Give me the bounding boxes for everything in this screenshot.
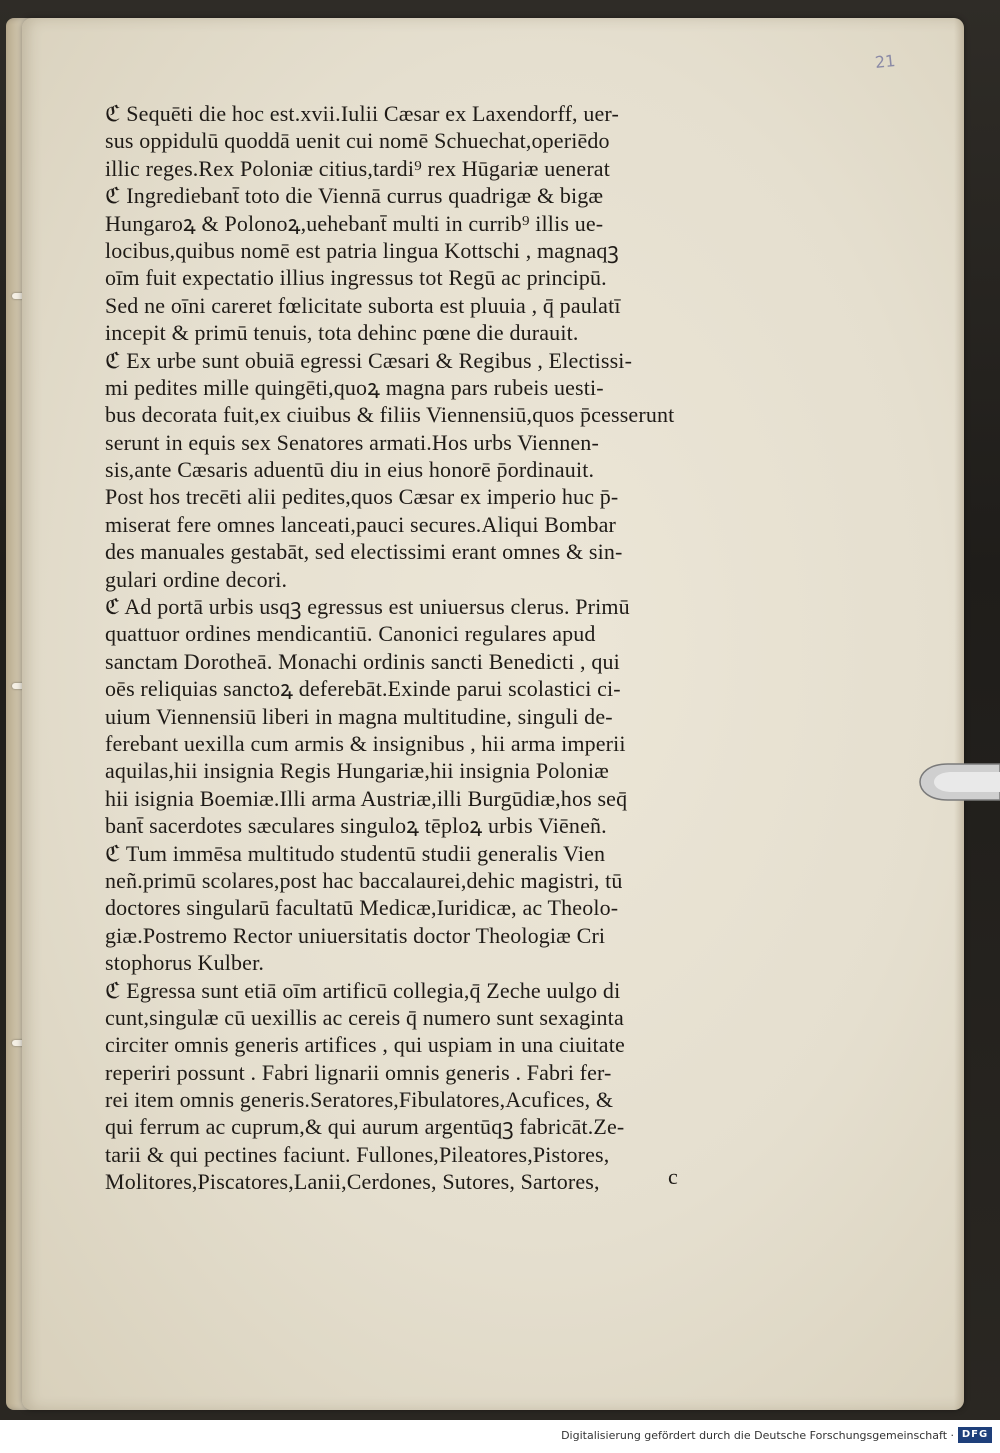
text-line: Post hos trecēti alii pedites,quos Cæsar ex imperio huc p̄- [105,484,619,510]
text-line: bant̄ sacerdotes sæculares singuloꝝ tēploꝝ urbis Viēneñ. [105,813,607,839]
text-line: sis,ante Cæsaris aduentū diu in eius honorē p̄ordinauit. [105,457,595,483]
text-line: bus decorata fuit,ex ciuibus & filiis Viennensiū,quos p̄cesserunt [105,402,675,428]
text-line: Sed ne oīni careret fœlicitate suborta est pluuia , q̄ paulatī [105,292,621,318]
page-text [105,100,775,1196]
text-line: Molitores,Piscatores,Lanii,Cerdones, Sutores, Sartores, [105,1169,600,1195]
text-line: gulari ordine decori. [105,566,288,592]
page-edge-shadow [954,18,964,1410]
text-line: neñ.primū scolares,post hac baccalaurei,dehic magistri, tū [105,867,623,893]
bookmark-clip-icon [918,760,1000,804]
text-line: sanctam Dorotheā. Monachi ordinis sancti Benedicti , qui [105,648,620,674]
dfg-logo: DFG [958,1427,992,1443]
text-line: oīm fuit expectatio illius ingressus tot Regū ac principū. [105,265,607,291]
text-line: serunt in equis sex Senatores armati.Hos urbs Viennen- [105,429,599,455]
catchword: c [668,1164,678,1189]
text-line: des manuales gestabāt, sed electissimi erant omnes & sin- [105,539,623,565]
text-line: qui ferrum ac cuprum,& qui aurum argentūqꝫ fabricāt.Ze- [105,1114,625,1140]
text-line: mi pedites mille quingēti,quoꝝ magna pars rubeis uesti- [105,374,604,400]
text-line: aquilas,hii insignia Regis Hungariæ,hii insignia Poloniæ [105,758,610,784]
text-line: locibus,quibus nomē est patria lingua Kottschi , magnaqꝫ [105,237,619,263]
text-line: Hungaroꝝ & Polonoꝝ,uehebant̄ multi in currib⁹ illis ue- [105,210,604,236]
text-line: quattuor ordines mendicantiū. Canonici regulares apud [105,621,596,647]
text-line: uium Viennensiū liberi in magna multitudine, singuli de- [105,703,613,729]
text-line: circiter omnis generis artifices , qui uspiam in una ciuitate [105,1032,625,1058]
text-line: illic reges.Rex Poloniæ citius,tardi⁹ rex Hūgariæ uenerat [105,155,610,181]
text-line: oēs reliquias sanctoꝝ deferebāt.Exinde parui scolastici ci- [105,676,621,702]
text-line: tarii & qui pectines faciunt. Fullones,Pileatores,Pistores, [105,1141,610,1167]
text-line: doctores singularū facultatū Medicæ,Iuridicæ, ac Theolo- [105,895,619,921]
text-line: rei item omnis generis.Seratores,Fibulatores,Acufices, & [105,1087,614,1113]
text-line: ℭ Sequēti die hoc est.xvii.Iulii Cæsar ex Laxendorff, uer- [105,101,619,126]
text-line: stophorus Kulber. [105,950,264,976]
text-line: miserat fere omnes lanceati,pauci secures.Aliqui Bombar [105,511,617,537]
text-line: incepit & primū tenuis, tota dehinc pœne die durauit. [105,320,579,346]
text-line: cunt,singulæ cū uexillis ac cereis q̄ numero sunt sexaginta [105,1004,624,1030]
text-line: hii isignia Boemiæ.Illi arma Austriæ,illi Burgūdiæ,hos seq̄ [105,785,628,811]
text-line: ℭ Ad portā urbis usqꝫ egressus est uniuersus clerus. Primū [105,594,630,620]
text-line: ℭ Egressa sunt etiā oīm artificū collegia,q̄ Zeche uulgo di [105,977,621,1003]
folio-number: 21 [874,50,897,73]
text-line: sus oppidulū quoddā uenit cui nomē Schuechat,operiēdo [105,128,610,154]
text-line: giæ.Postremo Rector uniuersitatis doctor Theologiæ Cri [105,922,606,948]
text-line: ℭ Ingrediebant̄ toto die Viennā currus quadrigæ & bigæ [105,183,604,209]
footer-bar [0,1420,1000,1453]
text-line: reperiri possunt . Fabri lignarii omnis generis . Fabri fer- [105,1059,612,1085]
text-line: ℭ Ex urbe sunt obuiā egressi Cæsari & Regibus , Electissi- [105,347,633,373]
footer-credit: Digitalisierung gefördert durch die Deutsche Forschungsgemeinschaft · [561,1429,954,1442]
text-line: ℭ Tum immēsa multitudo studentū studii generalis Vien [105,840,606,866]
text-line: ferebant uexilla cum armis & insignibus , hii arma imperii [105,730,626,756]
